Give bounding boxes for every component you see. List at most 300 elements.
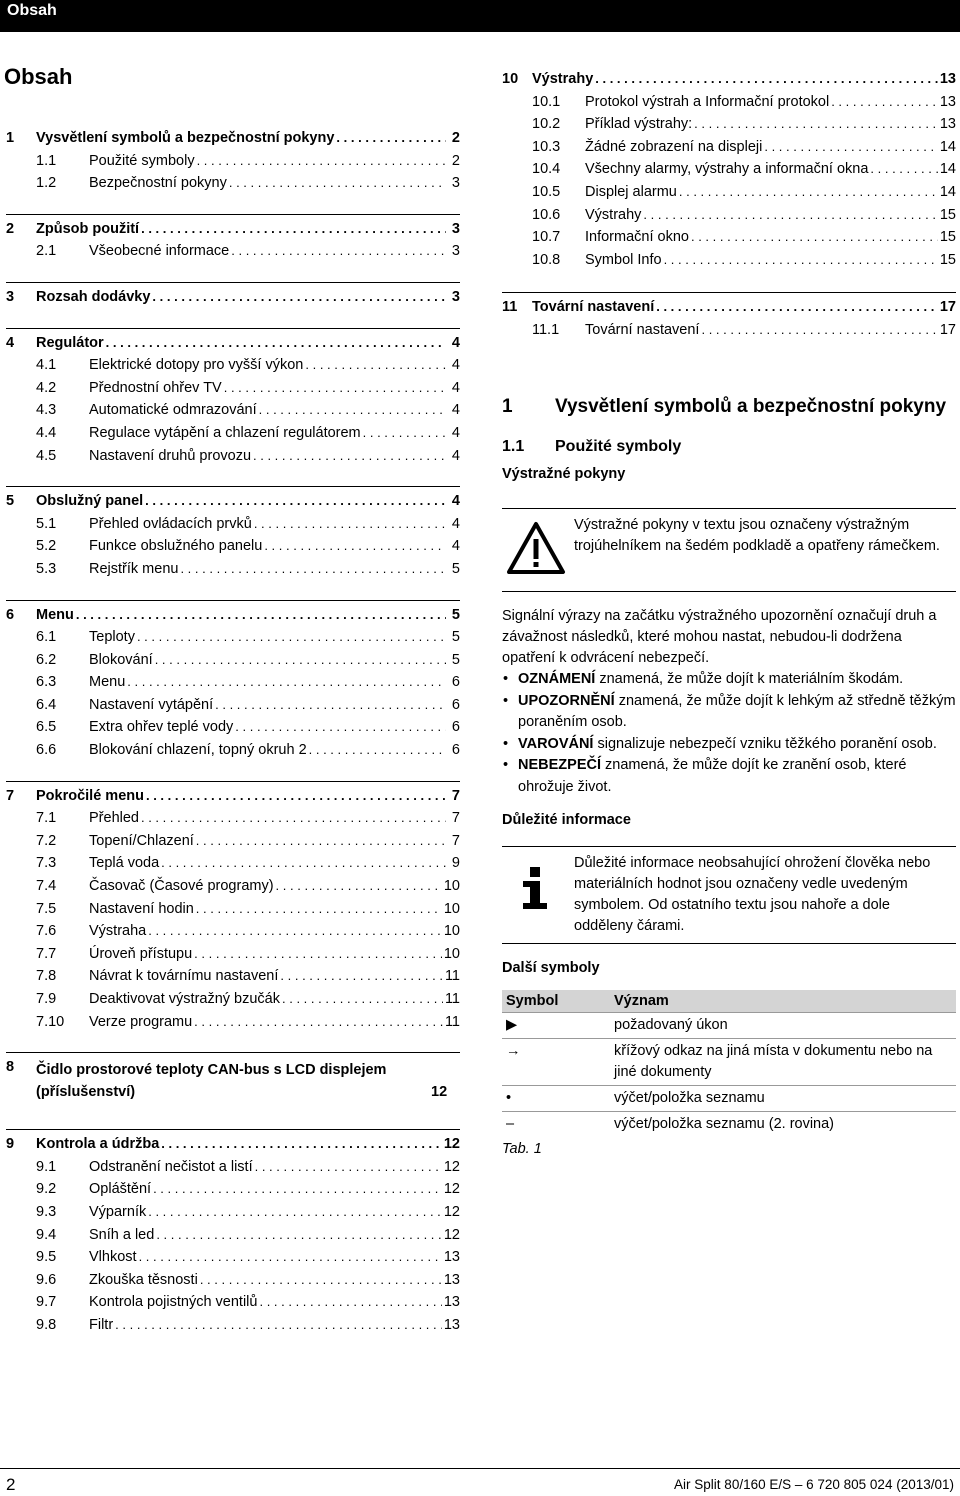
- toc-chapter[interactable]: [502, 299, 956, 322]
- toc-chapter[interactable]: [6, 788, 460, 811]
- toc-number: 7.8: [36, 968, 57, 985]
- toc-title: Teplá voda: [89, 855, 160, 872]
- toc-number: 6.2: [36, 651, 57, 668]
- other-symbols: [502, 960, 956, 1157]
- toc-chapter[interactable]: [6, 493, 460, 516]
- toc-number: 6.5: [36, 719, 57, 736]
- signal-word-list: [502, 669, 956, 798]
- toc-leader: [197, 153, 446, 168]
- toc-number: 7.4: [36, 878, 57, 895]
- toc-leader: [309, 742, 446, 757]
- symbol-cell: ▶: [502, 1013, 610, 1039]
- toc-title: Topení/Chlazení: [89, 832, 194, 849]
- toc-page: 4: [451, 447, 460, 464]
- toc-title: Obslužný panel: [36, 493, 144, 510]
- toc-page: 11: [444, 968, 460, 985]
- toc-title: Příklad výstrahy:: [585, 116, 693, 133]
- list-item: [502, 734, 956, 756]
- toc-number: 10: [502, 71, 519, 87]
- toc-title: Filtr: [89, 1316, 114, 1333]
- toc-title: Displej alarmu: [585, 183, 677, 200]
- toc-number: 9.1: [36, 1158, 57, 1175]
- toc-leader: [229, 175, 446, 190]
- toc-number: 2: [6, 220, 15, 237]
- toc-leader: [196, 901, 442, 916]
- toc-leader: [145, 493, 446, 508]
- toc-page: 6: [451, 742, 460, 759]
- toc-left-column: [6, 124, 460, 1340]
- symbol-cell: –: [502, 1112, 610, 1138]
- toc-leader: [76, 607, 446, 622]
- toc-title: Vysvětlení symbolů a bezpečnostní pokyny: [36, 130, 335, 146]
- toc-number: 7.5: [36, 900, 57, 917]
- toc-entry[interactable]: [6, 357, 460, 380]
- document-reference: Air Split 80/160 E/S – 6 720 805 024 (2013/01): [674, 1477, 954, 1492]
- toc-page: 3: [451, 243, 460, 260]
- warning-heading: Výstražné pokyny: [502, 466, 626, 482]
- toc-page: 12: [443, 1226, 460, 1243]
- toc-number: 10.7: [532, 229, 561, 246]
- toc-page: 4: [451, 424, 460, 441]
- toc-title: Regulace vytápění a chlazení regulátorem: [89, 424, 361, 441]
- toc-entry[interactable]: [502, 322, 956, 345]
- toc-number: 4.2: [36, 379, 57, 396]
- toc-entry[interactable]: [502, 184, 956, 207]
- signal-word: OZNÁMENÍ: [518, 671, 596, 687]
- toc-section: [6, 781, 460, 1037]
- signal-word: NEBEZPEČÍ: [518, 757, 601, 773]
- toc-page: 13: [443, 1294, 460, 1311]
- toc-leader: [363, 425, 446, 440]
- table-header-meaning: Význam: [610, 990, 956, 1013]
- toc-page: 5: [451, 629, 460, 646]
- toc-entry[interactable]: [6, 538, 460, 561]
- toc-leader: [115, 1317, 442, 1332]
- toc-number: 10.1: [532, 93, 561, 110]
- toc-entry[interactable]: [6, 1249, 460, 1272]
- toc-title: Úroveň přístupu: [89, 945, 193, 962]
- toc-page: 2: [451, 130, 460, 146]
- toc-title: Použité symboly: [89, 152, 195, 169]
- toc-number: 9.2: [36, 1181, 57, 1198]
- toc-number: 4.4: [36, 424, 57, 441]
- toc-entry[interactable]: [6, 516, 460, 539]
- toc-page: 6: [451, 719, 460, 736]
- toc-number: 2.1: [36, 243, 57, 260]
- toc-entry[interactable]: [6, 629, 460, 652]
- toc-leader: [595, 71, 938, 86]
- toc-number: 6.1: [36, 629, 57, 646]
- toc-leader: [200, 1272, 442, 1287]
- toc-number: 9.6: [36, 1271, 57, 1288]
- toc-leader: [156, 1227, 442, 1242]
- toc-entry[interactable]: [6, 878, 460, 901]
- toc-title: Návrat k továrnímu nastavení: [89, 968, 279, 985]
- toc-page: 13: [939, 116, 956, 133]
- toc-number: 7.1: [36, 810, 57, 827]
- toc-title: Elektrické dotopy pro vyšší výkon: [89, 357, 304, 374]
- toc-entry[interactable]: [502, 229, 956, 252]
- toc-leader: [305, 357, 446, 372]
- toc-title: Pokročilé menu: [36, 787, 144, 804]
- page-number: 2: [6, 1475, 16, 1494]
- toc-entry[interactable]: [6, 742, 460, 765]
- toc-entry[interactable]: [6, 833, 460, 856]
- toc-title: Výstrahy: [585, 206, 642, 223]
- section-1: [502, 396, 956, 482]
- toc-entry[interactable]: [6, 1227, 460, 1250]
- subsection-heading: [502, 438, 956, 456]
- list-item: [502, 669, 956, 691]
- toc-page: 6: [451, 674, 460, 691]
- toc-leader: [276, 878, 442, 893]
- symbol-cell: →: [502, 1039, 610, 1086]
- toc-number: 1.1: [36, 152, 57, 169]
- toc-leader: [152, 289, 446, 304]
- toc-chapter[interactable]: [6, 221, 460, 244]
- toc-title: Výstrahy: [532, 71, 594, 87]
- toc-page: 11: [444, 991, 460, 1007]
- toc-page: 3: [451, 220, 460, 237]
- info-heading: Důležité informace: [502, 812, 631, 828]
- toc-number: 11.1: [532, 321, 560, 338]
- toc-entry[interactable]: [502, 161, 956, 184]
- toc-entry[interactable]: [6, 1317, 460, 1340]
- toc-title: Přednostní ohřev TV: [89, 379, 222, 396]
- toc-title: Automatické odmrazování: [89, 402, 257, 419]
- toc-page: 4: [451, 402, 460, 419]
- toc-leader: [336, 130, 446, 145]
- section-heading: [502, 396, 956, 418]
- toc-title: Blokování: [89, 651, 153, 668]
- toc-leader: [831, 94, 938, 109]
- toc-title: Čidlo prostorové teploty CAN-bus s LCD displejem (příslušenství): [36, 1062, 387, 1101]
- toc-number: 6.3: [36, 674, 57, 691]
- toc-leader: [148, 923, 442, 938]
- toc-page: 7: [451, 810, 460, 827]
- toc-number: 3: [6, 288, 15, 305]
- toc-section: [6, 600, 460, 765]
- toc-entry[interactable]: [6, 561, 460, 584]
- toc-leader: [141, 810, 446, 825]
- toc-page: 2: [451, 152, 460, 169]
- toc-leader: [701, 322, 937, 337]
- toc-title: Regulátor: [36, 334, 104, 351]
- toc-title: Rozsah dodávky: [36, 288, 151, 305]
- toc-title: Kontrola a údržba: [36, 1136, 160, 1153]
- toc-number: 9.7: [36, 1294, 57, 1311]
- toc-page: 12: [431, 1084, 448, 1101]
- toc-leader: [664, 252, 938, 267]
- toc-leader: [146, 788, 446, 803]
- toc-number: 7.9: [36, 991, 57, 1007]
- toc-entry[interactable]: [6, 946, 460, 969]
- toc-number: 4.1: [36, 357, 57, 374]
- signal-words: [502, 606, 956, 828]
- toc-number: 7.3: [36, 855, 57, 872]
- toc-chapter[interactable]: [502, 71, 956, 94]
- toc-leader: [106, 335, 446, 350]
- toc-title: Teploty: [89, 629, 135, 646]
- toc-number: 9.3: [36, 1203, 57, 1220]
- toc-entry[interactable]: [6, 1272, 460, 1295]
- symbol-table: [502, 990, 956, 1137]
- page-footer: [0, 1468, 960, 1494]
- toc-page: 4: [451, 357, 460, 374]
- subsection-num: 1.1: [502, 438, 525, 455]
- info-notice-text: Důležité informace neobsahující ohrožení člověka nebo materiálních hodnot jsou označeny vedle uvedeným symbolem. Od ostatního textu jsou nahoře a dole odděleny čárami.: [574, 855, 931, 934]
- toc-title: Způsob použití: [36, 220, 140, 237]
- toc-leader: [215, 697, 446, 712]
- toc-number: 4: [6, 334, 15, 351]
- toc-title: Menu: [36, 606, 74, 623]
- toc-entry[interactable]: [6, 1014, 460, 1037]
- toc-page: 13: [443, 1271, 460, 1288]
- toc-chapter[interactable]: [6, 1136, 460, 1159]
- toc-chapter[interactable]: [6, 289, 460, 312]
- toc-number: 7.2: [36, 832, 57, 849]
- toc-title: Symbol Info: [585, 251, 662, 268]
- toc-title: Vlhkost: [89, 1249, 137, 1266]
- other-symbols-heading: Další symboly: [502, 960, 600, 976]
- toc-entry[interactable]: [6, 968, 460, 991]
- toc-leader: [694, 116, 938, 131]
- warning-notice-text: Výstražné pokyny v textu jsou označeny výstražným trojúhelníkem na šedém podkladě a opatřeny rámečkem.: [574, 517, 940, 554]
- toc-title: Přehled: [89, 810, 139, 827]
- toc-page: 15: [939, 251, 956, 268]
- toc-number: 10.8: [532, 251, 561, 268]
- toc-title: Tovární nastavení: [585, 321, 700, 338]
- toc-number: 10.2: [532, 116, 561, 133]
- toc-title: Tovární nastavení: [532, 299, 655, 316]
- toc-page: 5: [451, 606, 460, 623]
- toc-number: 1: [6, 130, 15, 146]
- toc-section: [6, 124, 460, 198]
- toc-leader: [137, 629, 446, 644]
- toc-entry[interactable]: [502, 207, 956, 230]
- toc-leader: [235, 719, 446, 734]
- header-title: Obsah: [7, 2, 57, 19]
- signal-meaning: znamená, že může dojít k materiálním škodám.: [595, 671, 904, 687]
- toc-page: 4: [451, 515, 460, 532]
- toc-leader: [194, 1014, 443, 1029]
- toc-number: 7.7: [36, 945, 57, 962]
- toc-section: [6, 328, 460, 471]
- toc-page: 12: [443, 1158, 460, 1175]
- toc-page: 7: [451, 787, 460, 804]
- toc-section: [6, 1129, 460, 1339]
- toc-leader: [656, 299, 938, 314]
- toc-page: 4: [451, 379, 460, 396]
- toc-number: 7.6: [36, 923, 57, 940]
- toc-chapter[interactable]: [6, 607, 460, 630]
- toc-number: 8: [6, 1059, 15, 1076]
- toc-section: [6, 214, 460, 266]
- toc-title: Informační okno: [585, 229, 689, 246]
- toc-number: 4.3: [36, 402, 57, 419]
- toc-page: 13: [939, 93, 956, 110]
- toc-leader: [161, 855, 446, 870]
- toc-leader: [148, 1204, 442, 1219]
- toc-title: Odstranění nečistot a listí: [89, 1158, 253, 1175]
- toc-leader: [141, 221, 446, 236]
- toc-entry[interactable]: [6, 810, 460, 833]
- toc-title: Blokování chlazení, topný okruh 2: [89, 742, 307, 759]
- toc-leader: [282, 991, 443, 1006]
- toc-entry[interactable]: [6, 719, 460, 742]
- toc-section: [6, 1052, 460, 1103]
- toc-entry[interactable]: [6, 380, 460, 403]
- info-notice-box: [502, 846, 956, 944]
- toc-number: 10.4: [532, 161, 561, 178]
- toc-chapter[interactable]: [6, 335, 460, 358]
- subsection-text: Použité symboly: [555, 438, 682, 455]
- toc-leader: [679, 184, 938, 199]
- toc-entry[interactable]: [6, 1181, 460, 1204]
- toc-entry[interactable]: [6, 1294, 460, 1317]
- toc-entry[interactable]: [502, 139, 956, 162]
- toc-page: 13: [443, 1249, 460, 1266]
- signal-meaning: znamená, že může dojít ke zranění osob, které ohrožuje život.: [518, 757, 907, 795]
- meaning-cell: výčet/položka seznamu: [610, 1086, 956, 1112]
- toc-page: 12: [443, 1181, 460, 1198]
- table-row: [502, 1039, 956, 1086]
- toc-entry[interactable]: [6, 652, 460, 675]
- toc-number: 10.5: [532, 183, 561, 200]
- toc-entry[interactable]: [6, 674, 460, 697]
- toc-title: Funkce obslužného panelu: [89, 538, 263, 555]
- toc-right-column: [502, 65, 956, 345]
- toc-title: Všechny alarmy, výstrahy a informační okna: [585, 161, 869, 178]
- toc-number: 9.5: [36, 1249, 57, 1266]
- toc-leader: [139, 1249, 442, 1264]
- toc-page: 17: [939, 321, 956, 338]
- toc-number: 9: [6, 1136, 15, 1153]
- table-header-symbol: Symbol: [502, 990, 610, 1013]
- toc-entry[interactable]: [6, 425, 460, 448]
- toc-leader: [259, 1294, 441, 1309]
- toc-entry[interactable]: [6, 697, 460, 720]
- toc-number: 6.4: [36, 696, 57, 713]
- toc-entry[interactable]: [6, 855, 460, 878]
- toc-page: 15: [939, 206, 956, 223]
- toc-entry[interactable]: [6, 243, 460, 266]
- toc-page: 12: [443, 1136, 460, 1153]
- toc-title: Výstraha: [89, 923, 147, 940]
- toc-number: 7: [6, 787, 15, 804]
- toc-number: 11: [502, 299, 518, 316]
- toc-page: 10: [443, 923, 460, 940]
- toc-title: Žádné zobrazení na displeji: [585, 138, 763, 155]
- toc-title: Opláštění: [89, 1181, 152, 1198]
- toc-page: 3: [451, 288, 460, 305]
- list-item: [502, 755, 956, 798]
- toc-page: 10: [443, 900, 460, 917]
- toc-title: Sníh a led: [89, 1226, 155, 1243]
- toc-leader: [161, 1136, 442, 1151]
- toc-chapter[interactable]: [6, 130, 460, 153]
- toc-section: [502, 292, 956, 344]
- toc-title: Všeobecné informace: [89, 243, 230, 260]
- toc-page: 6: [451, 696, 460, 713]
- toc-number: 5.1: [36, 515, 57, 532]
- toc-number: 4.5: [36, 447, 57, 464]
- toc-section: [6, 282, 460, 312]
- toc-entry[interactable]: [502, 252, 956, 275]
- toc-entry[interactable]: [502, 116, 956, 139]
- toc-chapter[interactable]: [6, 1059, 460, 1103]
- toc-leader: [643, 207, 937, 222]
- toc-leader: [155, 652, 446, 667]
- toc-page: 12: [443, 1203, 460, 1220]
- toc-leader: [194, 946, 442, 961]
- toc-number: 7.10: [36, 1013, 65, 1030]
- toc-title: Deaktivovat výstražný bzučák: [89, 991, 280, 1007]
- toc-entry[interactable]: [6, 1159, 460, 1182]
- section-heading-text: Vysvětlení symbolů a bezpečnostní pokyny: [555, 396, 947, 417]
- toc-number: 9.8: [36, 1316, 57, 1333]
- toc-entry[interactable]: [6, 402, 460, 425]
- section-heading-num: 1: [502, 396, 513, 417]
- signal-text: Signální výrazy na začátku výstražného upozornění označují druh a závažnost následků, které mohou nastat, nebudou-li dodržena opatření k odvrácení nebezpečí.: [502, 608, 937, 666]
- toc-entry[interactable]: [502, 94, 956, 117]
- signal-meaning: znamená, že může dojít k lehkým až středně těžkým poraněním osob.: [518, 692, 956, 730]
- toc-entry[interactable]: [6, 175, 460, 198]
- page-title: Obsah: [4, 64, 73, 89]
- toc-leader: [224, 380, 446, 395]
- toc-leader: [180, 561, 446, 576]
- toc-entry[interactable]: [6, 923, 460, 946]
- toc-leader: [196, 833, 446, 848]
- toc-number: 10.6: [532, 206, 561, 223]
- meaning-cell: křížový odkaz na jiná místa v dokumentu nebo na jiné dokumenty: [610, 1039, 956, 1086]
- toc-leader: [253, 448, 446, 463]
- toc-entry[interactable]: [6, 153, 460, 176]
- toc-leader: [259, 402, 446, 417]
- toc-entry[interactable]: [6, 1204, 460, 1227]
- toc-page: 3: [451, 175, 460, 192]
- toc-title: Zkouška těsnosti: [89, 1271, 198, 1288]
- warning-notice-box: [502, 508, 956, 592]
- toc-title: Verze programu: [89, 1013, 193, 1030]
- toc-section: [502, 65, 956, 274]
- toc-page: 14: [939, 161, 956, 178]
- toc-page: 10: [443, 878, 460, 895]
- signal-meaning: signalizuje nebezpečí vzniku těžkého poranění osob.: [593, 735, 937, 752]
- toc-entry[interactable]: [6, 991, 460, 1014]
- toc-page: 4: [451, 493, 460, 510]
- toc-number: 6: [6, 606, 15, 623]
- meaning-cell: výčet/položka seznamu (2. rovina): [610, 1112, 956, 1138]
- toc-page: 10: [443, 945, 460, 962]
- toc-entry[interactable]: [6, 448, 460, 471]
- warning-triangle-icon: [506, 521, 566, 575]
- list-item: [502, 691, 956, 734]
- page-header-bar: [0, 0, 960, 32]
- toc-entry[interactable]: [6, 901, 460, 924]
- toc-number: 1.2: [36, 175, 57, 192]
- toc-title: Časovač (Časové programy): [89, 878, 274, 895]
- toc-page: 5: [451, 560, 460, 577]
- toc-page: 4: [451, 334, 460, 351]
- toc-leader: [264, 538, 446, 553]
- signal-word: UPOZORNĚNÍ: [518, 692, 615, 709]
- toc-number: 5.2: [36, 538, 57, 555]
- toc-page: 11: [444, 1013, 460, 1030]
- signal-word: VAROVÁNÍ: [518, 735, 594, 752]
- table-row: [502, 1013, 956, 1039]
- toc-title: Extra ohřev teplé vody: [89, 719, 234, 736]
